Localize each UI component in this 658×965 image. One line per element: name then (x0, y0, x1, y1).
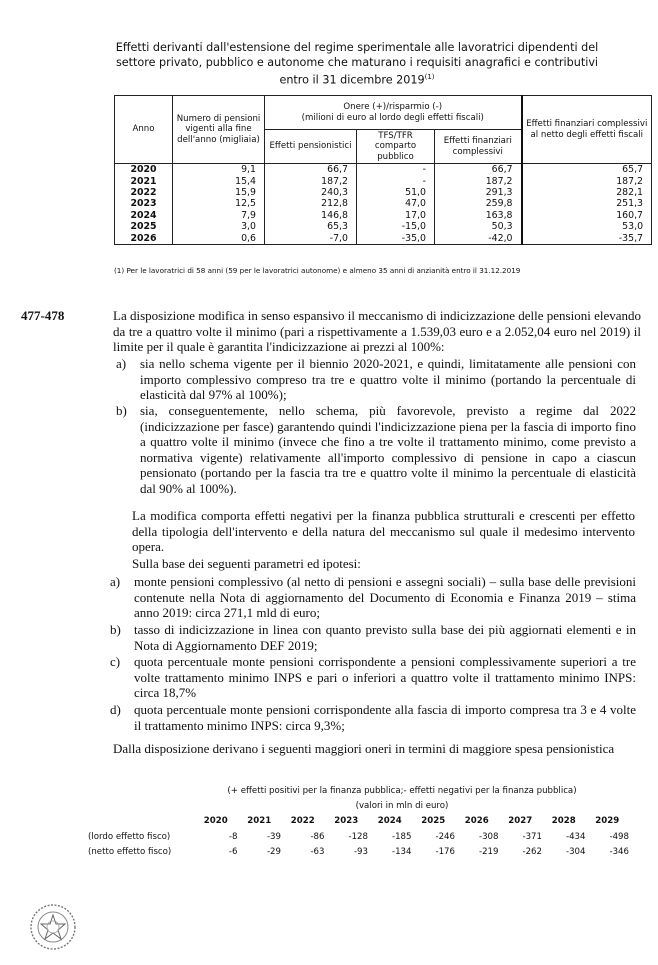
cell-netto: 160,7 (522, 210, 652, 221)
cell-value: -246 (435, 831, 455, 842)
list-marker: b) (116, 403, 127, 418)
table-row (115, 232, 652, 244)
cell-numero: 12,5 (173, 198, 265, 209)
table-row (115, 198, 652, 209)
list-marker: a) (110, 574, 121, 589)
cell-value: -93 (353, 847, 368, 858)
cell-numero: 9,1 (173, 164, 265, 176)
col-header-numero-pensioni: Numero di pensioni vigenti alla fine dell'anno (migliaia) (173, 96, 265, 164)
list-marker: c) (110, 654, 121, 669)
cell-tfs: 51,0 (357, 187, 435, 198)
cell-anno: 2021 (115, 175, 173, 186)
cell-pens: 240,3 (265, 187, 357, 198)
row-label: (lordo effetto fisco) (88, 831, 171, 842)
cell-tfs: 47,0 (357, 198, 435, 209)
cell-tfs: - (357, 164, 435, 176)
list-item-text: tasso di indicizzazione in linea con quanto previsto sulla base dei più aggiornati elementi e in Nota di Aggiornamento DEF 2019; (134, 622, 636, 653)
table-row (88, 829, 629, 845)
cell-fin: -42,0 (435, 232, 522, 244)
cell-tfs: 17,0 (357, 210, 435, 221)
table-row (88, 845, 629, 861)
cell-value: -308 (478, 831, 499, 842)
cell-fin: 66,7 (435, 164, 522, 176)
row-label: (netto effetto fisco) (88, 847, 172, 858)
list-marker: a) (116, 356, 127, 371)
cell-fin: 163,8 (435, 210, 522, 221)
cell-value: -6 (228, 847, 238, 858)
list-item-text: quota percentuale monte pensioni corrispondente alla fascia di importo compresa tra 3 e 4 volte il trattamento minimo INPS: circa 9,3%; (134, 702, 636, 733)
year-header: 2023 (334, 815, 359, 826)
cell-fin: 50,3 (435, 221, 522, 232)
year-header: 2029 (595, 815, 620, 826)
table-row (115, 210, 652, 221)
cell-numero: 15,4 (173, 175, 265, 186)
list-item (110, 622, 636, 653)
cell-value: -39 (266, 831, 281, 842)
cell-anno: 2022 (115, 187, 173, 198)
cell-value: -8 (228, 831, 238, 842)
paragraph-oneri: Dalla disposizione derivano i seguenti maggiori oneri in termini di maggiore spesa pensionistica (113, 741, 615, 756)
col-header-onere-sub: (milioni di euro al lordo degli effetti fiscali) (301, 112, 484, 123)
cell-pens: 66,7 (265, 164, 357, 176)
col-header-onere: Onere (+)/risparmio (-) (343, 102, 443, 112)
year-header: 2026 (464, 815, 489, 826)
col-header-effetti-pensionistici: Effetti pensionistici (265, 130, 357, 164)
table1-footnote: (1) Per le lavoratrici di 58 anni (59 per le lavoratrici autonome) e almeno 35 anni di anzianità entro il 31.12.2019 (114, 266, 521, 275)
table2-caption: (+ effetti positivi per la finanza pubblica;- effetti negativi per la finanza pubblica) (227, 786, 577, 796)
cell-fin: 291,3 (435, 187, 522, 198)
table-row (115, 187, 652, 198)
cell-netto: 65,7 (522, 164, 652, 176)
list-item (116, 403, 636, 497)
table-row (115, 164, 652, 176)
paragraph-parameters-intro: Sulla base dei seguenti parametri ed ipotesi: (132, 556, 361, 571)
cell-value: -434 (565, 831, 586, 842)
cell-numero: 0,6 (173, 232, 265, 244)
cell-value: -262 (522, 847, 542, 858)
cell-tfs: -35,0 (357, 232, 435, 244)
cell-pens: 65,3 (265, 221, 357, 232)
cell-netto: -35,7 (522, 232, 652, 244)
list-marker: d) (110, 702, 121, 717)
table1-title-footnote-mark: (1) (424, 73, 435, 81)
cell-numero: 15,9 (173, 187, 265, 198)
cell-fin: 259,8 (435, 198, 522, 209)
list-item-text: monte pensioni complessivo (al netto di pensioni e assegni sociali) – sulla base delle previsioni contenute nella Nota di aggiornamento del Documento di Economia e Finanza 2019 – stima anno 2019: circa 271,1 mld di euro; (134, 574, 636, 621)
year-header: 2024 (377, 815, 402, 826)
cell-value: -134 (391, 847, 412, 858)
list-item-text: sia nello schema vigente per il biennio 2020-2021, e quindi, limitatamente alle pensioni con importo complessivo compreso tra tre e quattro volte il minimo (portando la percentuale di elasticità dal 97% al 100%); (140, 356, 636, 403)
cell-netto: 187,2 (522, 175, 652, 186)
list-marker: b) (110, 622, 121, 637)
table1-title (112, 40, 602, 88)
republic-seal-icon (28, 902, 78, 952)
table-row (115, 221, 652, 232)
table1-title-text: Effetti derivanti dall'estensione del regime sperimentale alle lavoratrici dipendenti del settore privato, pubblico e autonome che maturano i requisiti anagrafici e contributivi entro il 31 dicembre 2019 (115, 41, 599, 87)
cell-numero: 3,0 (173, 221, 265, 232)
cell-anno: 2024 (115, 210, 173, 221)
table2 (88, 812, 629, 860)
cell-netto: 251,3 (522, 198, 652, 209)
cell-fin: 187,2 (435, 175, 522, 186)
cell-netto: 282,1 (522, 187, 652, 198)
cell-netto: 53,0 (522, 221, 652, 232)
cell-tfs: - (357, 175, 435, 186)
cell-tfs: -15,0 (357, 221, 435, 232)
list-item-text: sia, conseguentemente, nello schema, più favorevole, previsto a regime dal 2022 (indicizzazione per fasce) garantendo quindi l'indicizzazione piena per la fascia di importo fino a quattro volte il minimo (invece che fino a tre volte il trattamento minimo, come previsto a normativa vigente) relativamente all'importo complessivo di pensione in capo a ciascun pensionato (portando per la fascia tra tre e quattro volte il minimo la percentuale di elasticità dal 90% al 100%). (140, 403, 636, 496)
cell-anno: 2023 (115, 198, 173, 209)
year-header: 2021 (247, 815, 272, 826)
list-item (110, 702, 636, 733)
col-header-effetti-netto: Effetti finanziari complessivi al netto degli effetti fiscali (522, 96, 652, 164)
cell-anno: 2025 (115, 221, 173, 232)
cell-pens: 212,8 (265, 198, 357, 209)
cell-value: -86 (310, 831, 325, 842)
table-row (115, 175, 652, 186)
cell-pens: 146,8 (265, 210, 357, 221)
col-header-anno: Anno (115, 96, 173, 164)
table2-units: (valori in mln di euro) (355, 801, 449, 811)
year-header: 2025 (421, 815, 446, 826)
cell-value: -371 (522, 831, 542, 842)
cell-anno: 2020 (115, 164, 173, 176)
cell-value: -304 (565, 847, 586, 858)
cell-value: -346 (609, 847, 629, 858)
year-header: 2020 (203, 815, 228, 826)
cell-value: -498 (609, 831, 629, 842)
paragraph-effects: La modifica comporta effetti negativi per la finanza pubblica strutturali e crescenti per effetto della tipologia dell'intervento e della natura del meccanismo sul quale il medesimo intervento opera. (132, 508, 635, 555)
list-item (110, 574, 636, 621)
table1 (114, 95, 652, 245)
cell-numero: 7,9 (173, 210, 265, 221)
list-item (116, 356, 636, 403)
cell-value: -185 (391, 831, 412, 842)
cell-pens: -7,0 (265, 232, 357, 244)
col-header-effetti-finanziari: Effetti finanziari complessivi (435, 130, 522, 164)
cell-value: -128 (348, 831, 368, 842)
paragraph-intro: La disposizione modifica in senso espansivo il meccanismo di indicizzazione delle pensioni elevando da tre a quattro volte il minimo (pari a rispettivamente a 1.539,03 euro e a 2.052,04 euro nel 2019) il limite per il quale è garantita l'indicizzazione ai prezzi al 100%: (113, 308, 641, 355)
cell-value: -219 (478, 847, 499, 858)
col-header-tfs-tfr: TFS/TFR comparto pubblico (357, 130, 435, 164)
col-header-onere-group (265, 96, 522, 130)
list-item (110, 654, 636, 701)
year-header: 2028 (551, 815, 576, 826)
article-reference: 477-478 (21, 308, 65, 323)
table2-corner (88, 812, 194, 829)
cell-value: -176 (435, 847, 455, 858)
cell-anno: 2026 (115, 232, 173, 244)
cell-pens: 187,2 (265, 175, 357, 186)
year-header: 2022 (290, 815, 315, 826)
year-header: 2027 (508, 815, 533, 826)
list-item-text: quota percentuale monte pensioni corrispondente a pensioni complessivamente superiori a tre volte trattamento minimo INPS e pari o inferiori a quattro volte il trattamento minimo INPS: circa 18,7% (134, 654, 636, 701)
cell-value: -63 (310, 847, 325, 858)
cell-value: -29 (266, 847, 281, 858)
